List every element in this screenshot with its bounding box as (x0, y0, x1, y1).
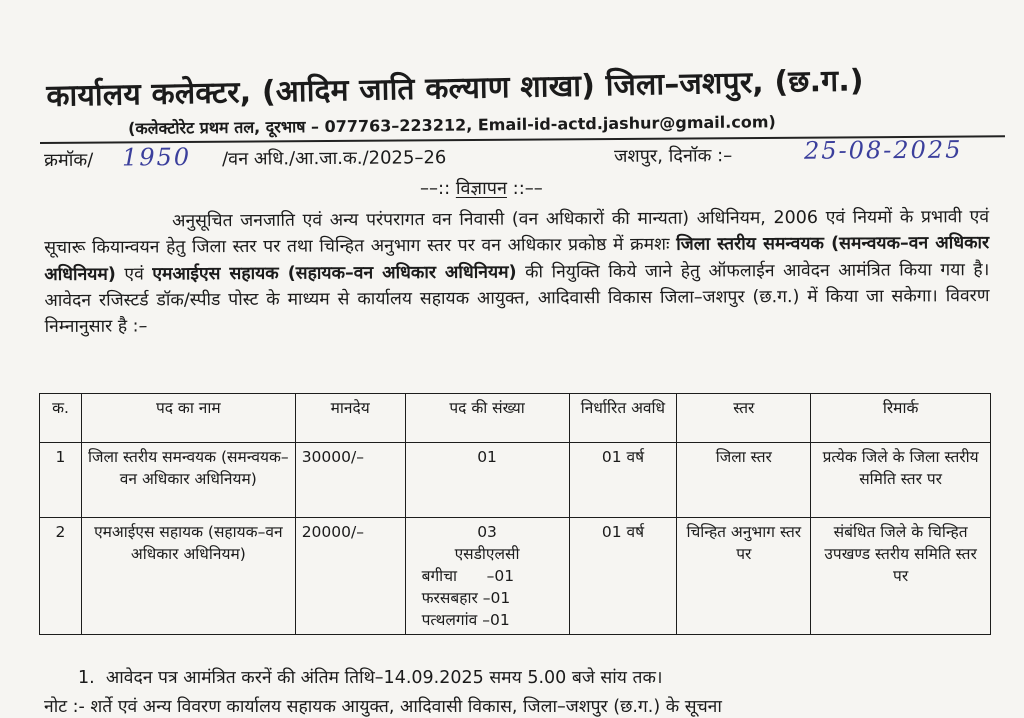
notice-title: ––:: विज्ञापन ::–– (420, 178, 543, 199)
reference-date: 25-08-2025 (803, 135, 963, 165)
remark-cell: संबंधित जिले के चिन्हित उपखण्ड स्तरीय समिति स्तर पर (811, 518, 991, 635)
office-title: कार्यालय कलेक्टर, (आदिम जाति कल्याण शाखा) जिला–जशपुर, (छ.ग.) (46, 63, 865, 114)
footnote-note: नोट :- शर्ते एवं अन्य विवरण कार्यालय सहायक आयुक्त, आदिवासी विकास, जिला–जशपुर (छ.ग.) के सूचना (44, 697, 722, 717)
level-cell: जिला स्तर (677, 443, 811, 518)
reference-line (44, 135, 1004, 178)
header-remark: रिमार्क (811, 394, 991, 443)
count-cell (405, 518, 569, 635)
serial-cell: 2 (40, 518, 82, 635)
reference-number: 1950 (121, 142, 192, 172)
post-cell: एमआईएस सहायक (सहायक–वन अधिकार अधिनियम) (81, 518, 295, 635)
count-total: 03 (477, 523, 497, 541)
header-post-name: पद का नाम (81, 394, 295, 443)
pay-cell: 20000/– (295, 518, 405, 635)
count-cell: 01 (405, 443, 569, 518)
post-cell: जिला स्तरीय समन्वयक (समन्वयक–वन अधिकार अधिनियम) (81, 443, 295, 518)
place-date-label: जशपुर, दिनॉक :– (614, 145, 733, 168)
reference-suffix: /वन अधि./आ.जा.क./2025–26 (222, 147, 447, 170)
duration-cell: 01 वर्ष (569, 443, 677, 518)
body-paragraph: अनुसूचित जनजाति एवं अन्य परंपरागत वन निवासी (वन अधिकारों की मान्यता) अधिनियम, 2006 एवं नियमों के प्रभावी एवं सूचारू कियान्वयन हेतु जिला स्तर पर तथा चिन्हित अनुभाग स्तर पर वन अधिकार प्रकोष्ठ में क्रमशः जिला स्तरीय समन्वयक (समन्वयक–वन अधिकार अधिनियम) एवं एमआईएस सहायक (सहायक–वन अधिकार अधिनियम) की नियुक्ति किये जाने हेतु ऑफलाईन आवेदन आमंत्रित किया गया है। आवेदन रजिस्टर्ड डॉक/स्पीड पोस्ट के माध्यम से कार्यालय सहायक आयुक्त, आदिवासी विकास जिला–जशपुर (छ.ग.) में किया जा सकेगा। विवरण निम्नानुसार है :– (44, 207, 990, 338)
table-row (40, 518, 991, 635)
remark-cell: प्रत्येक जिले के जिला स्तरीय समिति स्तर पर (811, 443, 991, 518)
post2-highlight: एमआईएस सहायक (सहायक–वन अधिकार अधिनियम) (152, 262, 517, 285)
count-group: एसडीएलसी (454, 545, 520, 563)
table-header-row (40, 394, 991, 443)
sub-item-pathalgaon: पत्थलगांव –01 (421, 611, 510, 629)
sub-item-farsabahar: फरसबहार –01 (421, 589, 511, 607)
posts-table (39, 393, 991, 635)
pay-cell: 30000/– (295, 443, 405, 518)
header-level: स्तर (677, 394, 811, 443)
serial-cell: 1 (40, 443, 82, 518)
level-cell: चिन्हित अनुभाग स्तर पर (677, 518, 811, 635)
header-serial: क. (40, 394, 82, 443)
post1-highlight: जिला स्तरीय समन्वयक (समन्वयक–वन अधिकार अधिनियम) (44, 233, 990, 285)
header-pay: मानदेय (295, 394, 405, 443)
office-contact: (कलेक्टोरेट प्रथम तल, दूरभाष – 077763–223212, Email-id-actd.jashur@gmail.com) (128, 112, 776, 138)
duration-cell: 01 वर्ष (569, 518, 677, 635)
header-duration: निर्धारित अवधि (569, 394, 677, 443)
header-post-count: पद की संख्या (405, 394, 569, 443)
reference-label: क्रमॉक/ (44, 149, 94, 171)
footnote-deadline: 1. आवेदन पत्र आमंत्रित करनें की अंतिम तिथि–14.09.2025 समय 5.00 बजे सांय तक। (78, 668, 663, 688)
sub-item-bagicha: बगीचा –01 (421, 567, 515, 585)
table-row (40, 443, 991, 518)
